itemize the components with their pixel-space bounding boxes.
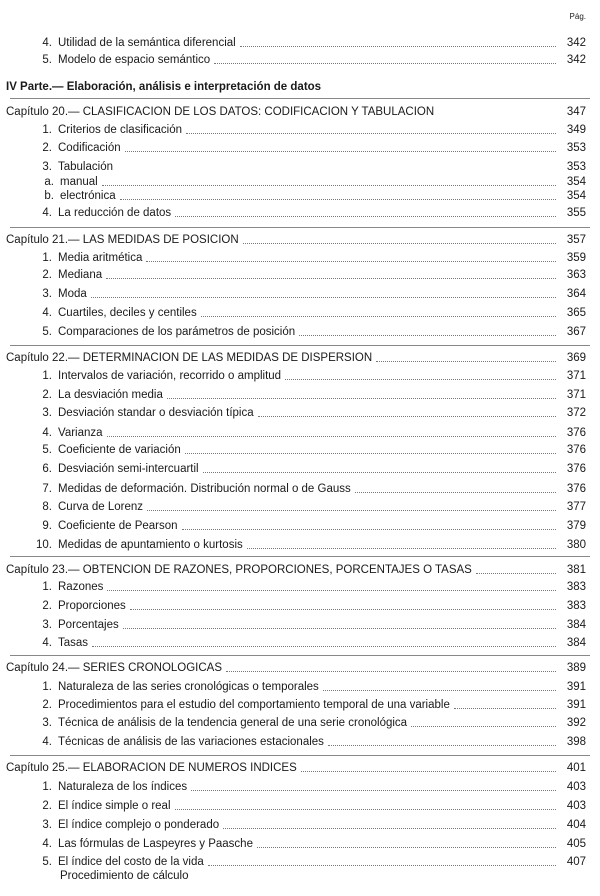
- dot-leader: [146, 261, 556, 262]
- dot-leader: [411, 726, 556, 727]
- toc-entry-title: El índice simple o real: [58, 800, 171, 812]
- toc-entry-item: [14, 388, 586, 402]
- toc-entry-item: [14, 251, 586, 265]
- toc-entry-item: [14, 680, 586, 694]
- toc-entry-page-number: 401: [566, 762, 586, 774]
- toc-entry-page-number: 371: [566, 389, 586, 401]
- toc-entry-item: [14, 462, 586, 476]
- dot-leader: [376, 361, 556, 362]
- dot-leader: [203, 472, 556, 473]
- toc-entry-item: [14, 53, 586, 67]
- toc-entry-title: El índice del costo de la vida: [58, 856, 204, 868]
- toc-entry-number: 4.: [42, 37, 52, 49]
- toc-entry-item: [14, 500, 586, 514]
- dot-leader: [107, 436, 556, 437]
- section-divider: [10, 655, 590, 656]
- toc-entry-number: 9.: [42, 520, 52, 532]
- toc-entry-page-number: 392: [566, 717, 586, 729]
- toc-entry-title: Moda: [58, 288, 87, 300]
- dot-leader: [167, 398, 556, 399]
- toc-entry-subitem: [14, 175, 586, 189]
- dot-leader: [476, 573, 556, 574]
- toc-entry-page-number: 359: [566, 252, 586, 264]
- toc-entry-page-number: 380: [566, 539, 586, 551]
- toc-entry-number: 1.: [42, 681, 52, 693]
- toc-entry-title: Procedimientos para el estudio del comportamiento temporal de una variable: [58, 699, 450, 711]
- toc-entry-number: 3.: [42, 619, 52, 631]
- toc-entry-item: [14, 538, 586, 552]
- toc-entry-item: [14, 306, 586, 320]
- toc-entry-title: Desviación semi-intercuartil: [58, 463, 199, 475]
- toc-entry-number: 8.: [42, 501, 52, 513]
- toc-entry-item: [14, 618, 586, 632]
- toc-entry-page-number: 364: [566, 288, 586, 300]
- toc-entry-number: 10.: [36, 539, 52, 551]
- toc-entry-item: [14, 160, 586, 174]
- toc-entry-chapter: [6, 105, 586, 119]
- dot-leader: [107, 590, 556, 591]
- toc-entry-number: 1.: [42, 781, 52, 793]
- toc-entry-item: [14, 780, 586, 794]
- toc-entry-title: Naturaleza de los índices: [58, 781, 188, 793]
- toc-entry-item: [14, 716, 586, 730]
- toc-entry-number: 3.: [42, 819, 52, 831]
- toc-entry-title: Coeficiente de Pearson: [58, 520, 178, 532]
- toc-entry-page-number: 391: [566, 699, 586, 711]
- toc-entry-title: Capítulo 22.— DETERMINACION DE LAS MEDIDAS DE DISPERSION: [6, 352, 373, 364]
- toc-entry-title: electrónica: [60, 190, 116, 202]
- dot-leader: [299, 335, 556, 336]
- toc-entry-title: La reducción de datos: [58, 207, 172, 219]
- toc-entry-subitem: [14, 869, 586, 883]
- toc-entry-number: b.: [44, 190, 54, 202]
- toc-entry-chapter: [6, 233, 586, 247]
- toc-entry-page-number: 407: [566, 856, 586, 868]
- toc-entry-number: 2.: [42, 142, 52, 154]
- toc-entry-part: [6, 80, 586, 94]
- dot-leader: [182, 529, 556, 530]
- dot-leader: [106, 278, 556, 279]
- toc-entry-number: 2.: [42, 269, 52, 281]
- toc-entry-title: Curva de Lorenz: [58, 501, 144, 513]
- toc-entry-number: 5.: [42, 326, 52, 338]
- toc-entry-page-number: 376: [566, 427, 586, 439]
- section-divider: [10, 755, 590, 756]
- toc-entry-page-number: 342: [566, 37, 586, 49]
- dot-leader: [243, 243, 556, 244]
- toc-entry-item: [14, 735, 586, 749]
- toc-entry-number: 3.: [42, 407, 52, 419]
- toc-entry-chapter: [6, 563, 586, 577]
- toc-entry-title: Técnicas de análisis de las variaciones estacionales: [58, 736, 324, 748]
- toc-entry-page-number: 404: [566, 819, 586, 831]
- toc-entry-number: 1.: [42, 252, 52, 264]
- section-divider: [10, 345, 590, 346]
- dot-leader: [185, 453, 556, 454]
- toc-entry-title: Porcentajes: [58, 619, 119, 631]
- toc-entry-item: [14, 799, 586, 813]
- dot-leader: [454, 708, 556, 709]
- dot-leader: [201, 316, 556, 317]
- toc-entry-page-number: 383: [566, 600, 586, 612]
- dot-leader: [130, 609, 556, 610]
- toc-entry-item: [14, 287, 586, 301]
- toc-entry-title: Desviación standar o desviación típica: [58, 407, 254, 419]
- toc-entry-page-number: 357: [566, 234, 586, 246]
- toc-entry-page-number: 391: [566, 681, 586, 693]
- toc-entry-item: [14, 406, 586, 420]
- dot-leader: [123, 628, 556, 629]
- dot-leader: [175, 216, 556, 217]
- toc-entry-number: 4.: [42, 207, 52, 219]
- toc-entry-number: 5.: [42, 54, 52, 66]
- toc-entry-page-number: 372: [566, 407, 586, 419]
- toc-entry-number: 3.: [42, 161, 52, 173]
- toc-entry-page-number: 369: [566, 352, 586, 364]
- toc-entry-chapter: [6, 661, 586, 675]
- toc-entry-title: Tasas: [58, 637, 89, 649]
- section-divider: [10, 227, 590, 228]
- dot-leader: [355, 492, 556, 493]
- dot-leader: [258, 416, 556, 417]
- toc-entry-chapter: [6, 761, 586, 775]
- toc-entry-page-number: 367: [566, 326, 586, 338]
- toc-entry-page-number: 405: [566, 838, 586, 850]
- toc-entry-page-number: 376: [566, 463, 586, 475]
- toc-entry-title: La desviación media: [58, 389, 163, 401]
- dot-leader: [102, 185, 556, 186]
- dot-leader: [247, 548, 556, 549]
- toc-entry-item: [14, 482, 586, 496]
- toc-entry-number: 5.: [42, 444, 52, 456]
- toc-entry-page-number: 389: [566, 662, 586, 674]
- page-column-label: Pág.: [569, 12, 586, 21]
- toc-entry-title: Medidas de deformación. Distribución normal o de Gauss: [58, 483, 351, 495]
- toc-entry-number: 1.: [42, 370, 52, 382]
- toc-entry-subitem: [14, 189, 586, 203]
- toc-entry-number: 3.: [42, 288, 52, 300]
- toc-entry-page-number: 349: [566, 124, 586, 136]
- toc-entry-page-number: 365: [566, 307, 586, 319]
- toc-entry-number: 2.: [42, 699, 52, 711]
- dot-leader: [223, 828, 556, 829]
- toc-entry-title: Varianza: [58, 427, 103, 439]
- toc-entry-page-number: 376: [566, 444, 586, 456]
- toc-entry-title: Tabulación: [58, 161, 113, 173]
- toc-entry-page-number: 398: [566, 736, 586, 748]
- toc-entry-page-number: 379: [566, 520, 586, 532]
- toc-entry-page-number: 371: [566, 370, 586, 382]
- dot-leader: [175, 809, 557, 810]
- toc-entry-number: 1.: [42, 581, 52, 593]
- toc-entry-title: manual: [60, 176, 98, 188]
- toc-entry-page-number: 383: [566, 581, 586, 593]
- toc-entry-title: Proporciones: [58, 600, 126, 612]
- toc-entry-number: 4.: [42, 427, 52, 439]
- toc-entry-number: 7.: [42, 483, 52, 495]
- toc-entry-title: IV Parte.— Elaboración, análisis e interpretación de datos: [6, 81, 322, 93]
- dot-leader: [191, 790, 556, 791]
- toc-entry-item: [14, 206, 586, 220]
- toc-entry-title: Capítulo 25.— ELABORACION DE NUMEROS INDICES: [6, 762, 297, 774]
- toc-entry-item: [14, 519, 586, 533]
- dot-leader: [301, 771, 556, 772]
- toc-entry-number: 4.: [42, 637, 52, 649]
- toc-entry-title: Intervalos de variación, recorrido o amplitud: [58, 370, 282, 382]
- dot-leader: [257, 847, 556, 848]
- toc-entry-chapter: [6, 351, 586, 365]
- toc-entry-title: Codificación: [58, 142, 121, 154]
- toc-entry-title: Técnica de análisis de la tendencia general de una serie cronológica: [58, 717, 408, 729]
- toc-entry-item: [14, 141, 586, 155]
- section-divider: [10, 556, 590, 557]
- toc-entry-item: [14, 123, 586, 137]
- toc-entry-number: 6.: [42, 463, 52, 475]
- toc-entry-title: Media aritmética: [58, 252, 143, 264]
- toc-entry-page-number: 353: [566, 142, 586, 154]
- toc-entry-item: [14, 698, 586, 712]
- toc-entry-number: a.: [44, 176, 54, 188]
- toc-entry-number: 4.: [42, 838, 52, 850]
- toc-entry-page-number: 403: [566, 800, 586, 812]
- toc-entry-item: [14, 837, 586, 851]
- dot-leader: [214, 63, 556, 64]
- toc-entry-item: [14, 580, 586, 594]
- toc-entry-page-number: 377: [566, 501, 586, 513]
- dot-leader: [240, 46, 556, 47]
- toc-entry-number: 5.: [42, 856, 52, 868]
- toc-entry-item: [14, 818, 586, 832]
- toc-entry-item: [14, 636, 586, 650]
- toc-entry-title: Coeficiente de variación: [58, 444, 181, 456]
- toc-entry-title: Las fórmulas de Laspeyres y Paasche: [58, 838, 253, 850]
- toc-entry-title: Naturaleza de las series cronológicas o temporales: [58, 681, 319, 693]
- dot-leader: [328, 745, 556, 746]
- toc-entry-page-number: 381: [566, 564, 586, 576]
- dot-leader: [208, 865, 556, 866]
- toc-entry-item: [14, 36, 586, 50]
- toc-entry-item: [14, 325, 586, 339]
- toc-entry-title: Mediana: [58, 269, 103, 281]
- dot-leader: [92, 646, 556, 647]
- toc-entry-page-number: 347: [566, 106, 586, 118]
- toc-entry-item: [14, 426, 586, 440]
- toc-entry-item: [14, 599, 586, 613]
- toc-entry-title: Capítulo 24.— SERIES CRONOLOGICAS: [6, 662, 223, 674]
- toc-entry-title: El índice complejo o ponderado: [58, 819, 220, 831]
- toc-entry-item: [14, 268, 586, 282]
- toc-entry-title: Capítulo 20.— CLASIFICACION DE LOS DATOS: CODIFICACION Y TABULACION: [6, 106, 435, 118]
- toc-entry-page-number: 376: [566, 483, 586, 495]
- toc-entry-number: 3.: [42, 717, 52, 729]
- dot-leader: [120, 199, 556, 200]
- dot-leader: [125, 151, 556, 152]
- toc-entry-title: Procedimiento de cálculo: [60, 870, 189, 882]
- dot-leader: [91, 297, 556, 298]
- toc-entry-page-number: 353: [566, 161, 586, 173]
- toc-entry-item: [14, 369, 586, 383]
- dot-leader: [147, 510, 556, 511]
- toc-entry-item: [14, 855, 586, 869]
- toc-entry-title: Criterios de clasificación: [58, 124, 182, 136]
- toc-entry-page-number: 384: [566, 637, 586, 649]
- toc-entry-title: Medidas de apuntamiento o kurtosis: [58, 539, 243, 551]
- toc-entry-page-number: 355: [566, 207, 586, 219]
- toc-entry-title: Razones: [58, 581, 104, 593]
- toc-entry-page-number: 384: [566, 619, 586, 631]
- toc-entry-page-number: 342: [566, 54, 586, 66]
- toc-entry-number: 4.: [42, 736, 52, 748]
- toc-entry-title: Capítulo 21.— LAS MEDIDAS DE POSICION: [6, 234, 239, 246]
- toc-entry-number: 4.: [42, 307, 52, 319]
- dot-leader: [186, 133, 556, 134]
- toc-entry-page-number: 354: [566, 176, 586, 188]
- toc-entry-number: 2.: [42, 800, 52, 812]
- toc-entry-item: [14, 443, 586, 457]
- toc-entry-title: Cuartiles, deciles y centiles: [58, 307, 197, 319]
- toc-entry-title: Comparaciones de los parámetros de posición: [58, 326, 296, 338]
- toc-entry-number: 2.: [42, 600, 52, 612]
- section-divider: [10, 98, 590, 99]
- toc-entry-title: Modelo de espacio semántico: [58, 54, 211, 66]
- toc-entry-number: 1.: [42, 124, 52, 136]
- dot-leader: [226, 671, 556, 672]
- toc-entry-page-number: 354: [566, 190, 586, 202]
- toc-entry-page-number: 403: [566, 781, 586, 793]
- toc-entry-page-number: 363: [566, 269, 586, 281]
- toc-entry-title: Utilidad de la semántica diferencial: [58, 37, 236, 49]
- dot-leader: [285, 379, 556, 380]
- toc-entry-title: Capítulo 23.— OBTENCION DE RAZONES, PROPORCIONES, PORCENTAJES O TASAS: [6, 564, 472, 576]
- dot-leader: [323, 690, 556, 691]
- toc-entry-number: 2.: [42, 389, 52, 401]
